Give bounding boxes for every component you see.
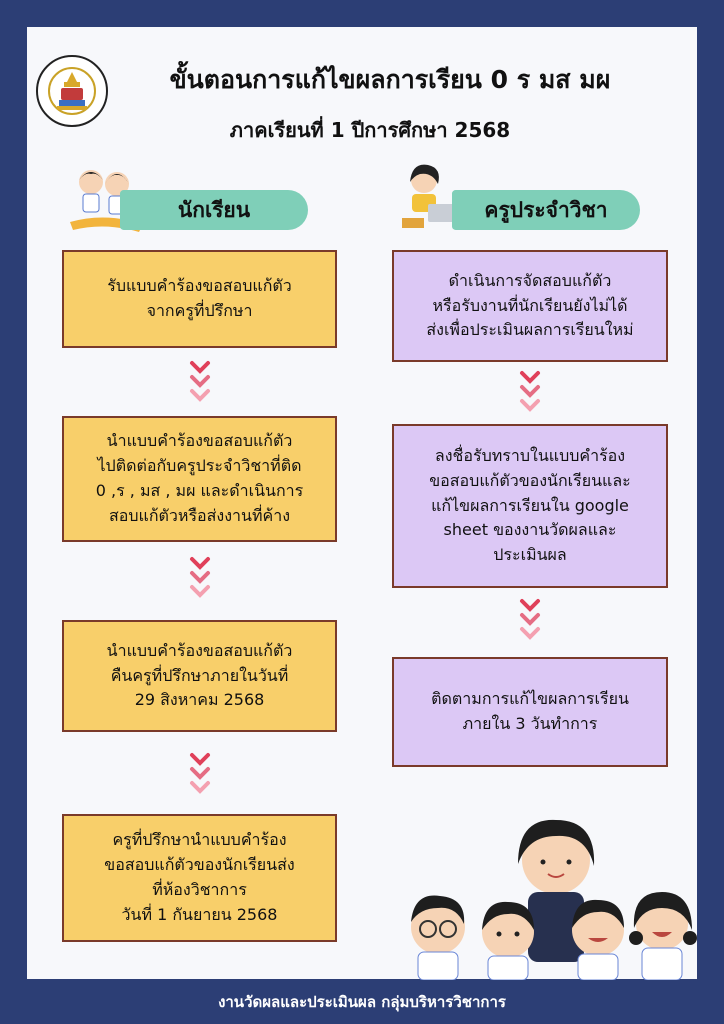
student-step-3: นำแบบคำร้องขอสอบแก้ตัว คืนครูที่ปรึกษาภายในวันที่ 29 สิงหาคม 2568 <box>62 620 337 732</box>
teacher-step-1: ดำเนินการจัดสอบแก้ตัว หรือรับงานที่นักเรียนยังไม่ได้ ส่งเพื่อประเมินผลการเรียนใหม่ <box>392 250 668 362</box>
student-step-1: รับแบบคำร้องขอสอบแก้ตัว จากครูที่ปรึกษา <box>62 250 337 348</box>
footer-text: งานวัดผลและประเมินผล กลุ่มบริหารวิชาการ <box>218 993 506 1011</box>
student-column-label: นักเรียน <box>120 190 308 230</box>
chevron-down-icon <box>519 598 541 644</box>
teacher-step-2: ลงชื่อรับทราบในแบบคำร้อง ขอสอบแก้ตัวของนักเรียนและ แก้ไขผลการเรียนใน google sheet ของงานวัดผลและ ประเมินผล <box>392 424 668 588</box>
chevron-down-icon <box>519 370 541 416</box>
teacher-step-3: ติดตามการแก้ไขผลการเรียน ภายใน 3 วันทำการ <box>392 657 668 767</box>
page-subtitle: ภาคเรียนที่ 1 ปีการศึกษา 2568 <box>229 118 511 142</box>
student-step-4: ครูที่ปรึกษานำแบบคำร้อง ขอสอบแก้ตัวของนักเรียนส่ง ที่ห้องวิชาการ วันที่ 1 กันยายน 2568 <box>62 814 337 942</box>
school-logo-icon <box>36 55 108 127</box>
teacher-column-label: ครูประจำวิชา <box>452 190 640 230</box>
chevron-down-icon <box>189 360 211 406</box>
chevron-down-icon <box>189 556 211 602</box>
chevron-down-icon <box>189 752 211 798</box>
students-illustration <box>400 812 700 980</box>
student-step-2: นำแบบคำร้องขอสอบแก้ตัว ไปติดต่อกับครูประจำวิชาที่ติด 0 ,ร , มส , มผ และดำเนินการ สอบแก้ตัวหรือส่งงานที่ค้าง <box>62 416 337 542</box>
page-title: ขั้นตอนการแก้ไขผลการเรียน 0 ร มส มผ <box>169 65 611 94</box>
